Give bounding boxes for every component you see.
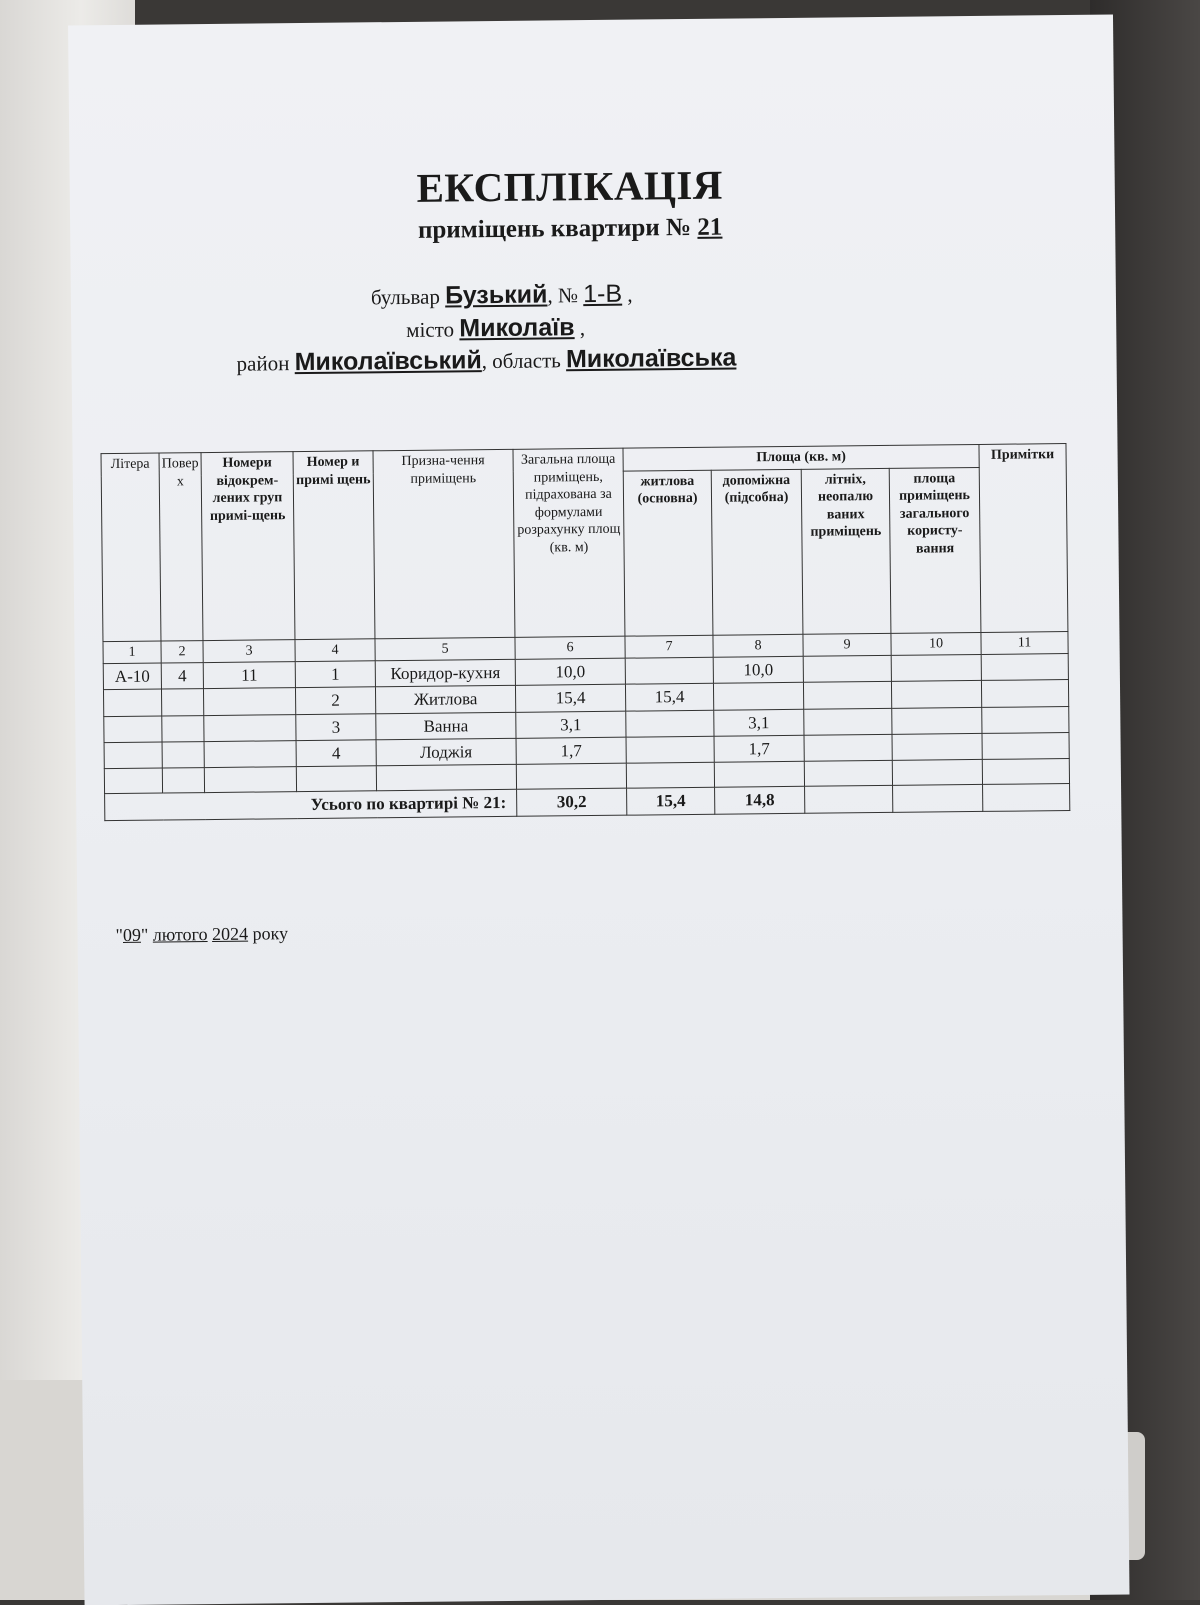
cell-common bbox=[891, 654, 981, 681]
header-total-area: Загальна площа приміщень, підрахована за формулами розрахунку площ (кв. м) bbox=[513, 448, 625, 637]
district-line bbox=[236, 343, 736, 377]
cell-notes bbox=[981, 680, 1068, 707]
cell-notes bbox=[982, 706, 1069, 733]
cell-purpose: Ванна bbox=[376, 712, 516, 740]
column-number: 3 bbox=[203, 639, 295, 662]
cell-aux: 3,1 bbox=[714, 709, 804, 736]
district-label: район bbox=[236, 351, 290, 376]
cell-living bbox=[625, 657, 713, 684]
building-no-label: , № bbox=[547, 283, 579, 308]
subtitle-prefix: приміщень квартири № bbox=[417, 213, 692, 244]
cell-total: 3,1 bbox=[516, 711, 626, 738]
cell-total: 1,7 bbox=[516, 737, 626, 764]
cell-common bbox=[892, 733, 982, 760]
cell-room: 2 bbox=[295, 687, 375, 714]
total-label: Усього по квартирі № 21: bbox=[105, 789, 517, 820]
cell-litera bbox=[103, 689, 161, 716]
column-number: 7 bbox=[625, 635, 713, 658]
document-title: ЕКСПЛІКАЦІЯ bbox=[416, 161, 724, 211]
document-subtitle bbox=[70, 210, 1070, 248]
cell-living bbox=[626, 736, 714, 763]
city-name: Миколаїв bbox=[459, 313, 575, 343]
cell-living bbox=[626, 710, 714, 737]
date-year: 2024 bbox=[211, 923, 249, 945]
cell-aux: 10,0 bbox=[713, 656, 803, 683]
street-name: Бузький bbox=[444, 280, 548, 310]
cell-litera bbox=[104, 742, 162, 769]
cell-summer bbox=[804, 734, 892, 761]
cell-room: 4 bbox=[296, 740, 376, 767]
column-number: 10 bbox=[891, 632, 981, 655]
cell-litera: А-10 bbox=[103, 663, 161, 690]
cell-group bbox=[204, 740, 296, 767]
street-type: бульвар bbox=[370, 284, 440, 310]
cell-common bbox=[892, 707, 982, 734]
cell-total: 10,0 bbox=[515, 658, 625, 685]
oblast-label: , область bbox=[481, 348, 561, 374]
cell-floor bbox=[162, 715, 204, 742]
cell-floor bbox=[161, 689, 203, 716]
header-floor: Поверх bbox=[159, 453, 203, 641]
cell-room: 3 bbox=[296, 713, 376, 740]
cell-notes bbox=[981, 654, 1068, 681]
cell-group bbox=[203, 688, 295, 715]
header-area-group: Площа (кв. м) bbox=[623, 444, 979, 470]
cell-summer bbox=[804, 708, 892, 735]
column-number: 8 bbox=[713, 634, 803, 657]
cell-litera bbox=[104, 716, 162, 743]
column-number: 6 bbox=[515, 636, 625, 660]
header-litera: Літера bbox=[101, 453, 161, 641]
building-number: 1-В bbox=[583, 279, 623, 309]
column-number: 1 bbox=[103, 641, 161, 664]
city-label: місто bbox=[406, 317, 455, 342]
header-summer: літніх, неопалю ваних приміщень bbox=[801, 468, 891, 634]
cell-group: 11 bbox=[203, 662, 295, 689]
cell-common bbox=[891, 681, 981, 708]
cell-aux bbox=[713, 683, 803, 710]
cell-summer bbox=[803, 655, 891, 682]
oblast-name: Миколаївська bbox=[565, 343, 737, 374]
date-suffix: року bbox=[252, 923, 289, 944]
district-name: Миколаївський bbox=[294, 346, 482, 377]
column-number: 4 bbox=[295, 638, 375, 661]
city-line: місто Миколаїв , bbox=[406, 313, 586, 343]
total-area: 30,2 bbox=[517, 788, 627, 816]
cell-living: 15,4 bbox=[625, 683, 713, 710]
date-day: 09 bbox=[122, 924, 142, 945]
cell-floor: 4 bbox=[161, 663, 203, 690]
cell-total: 15,4 bbox=[515, 684, 625, 711]
cell-summer bbox=[803, 682, 891, 709]
date-line: "09" лютого 2024 року bbox=[115, 923, 289, 946]
cell-room: 1 bbox=[295, 661, 375, 688]
explication-table bbox=[101, 443, 1071, 821]
date-month: лютого bbox=[152, 924, 208, 945]
column-number: 11 bbox=[981, 631, 1068, 654]
total-living: 15,4 bbox=[627, 787, 715, 815]
header-common: площа приміщень загального користу-вання bbox=[889, 467, 981, 633]
header-purpose: Призна-чення приміщень bbox=[373, 449, 515, 638]
header-notes: Примітки bbox=[979, 444, 1068, 632]
total-aux: 14,8 bbox=[715, 786, 805, 814]
cell-floor bbox=[162, 741, 204, 768]
column-number: 5 bbox=[375, 637, 515, 661]
document-sheet bbox=[68, 15, 1129, 1605]
column-number: 9 bbox=[803, 633, 891, 656]
cell-purpose: Житлова bbox=[375, 686, 515, 714]
cell-aux: 1,7 bbox=[714, 735, 804, 762]
street-line: бульвар Бузький, № 1-В , bbox=[370, 279, 633, 310]
apartment-number: 21 bbox=[697, 213, 723, 241]
header-living: житлова (основна) bbox=[623, 470, 713, 636]
header-groups: Номери відокрем-лених груп примі-щень bbox=[201, 452, 295, 640]
header-auxiliary: допоміжна (підсобна) bbox=[711, 469, 803, 635]
column-number: 2 bbox=[161, 640, 203, 663]
cell-notes bbox=[982, 732, 1069, 759]
header-room-number: Номер и примі щень bbox=[293, 451, 375, 639]
cell-purpose: Коридор-кухня bbox=[375, 659, 515, 687]
cell-purpose: Лоджія bbox=[376, 738, 516, 766]
cell-group bbox=[204, 714, 296, 741]
